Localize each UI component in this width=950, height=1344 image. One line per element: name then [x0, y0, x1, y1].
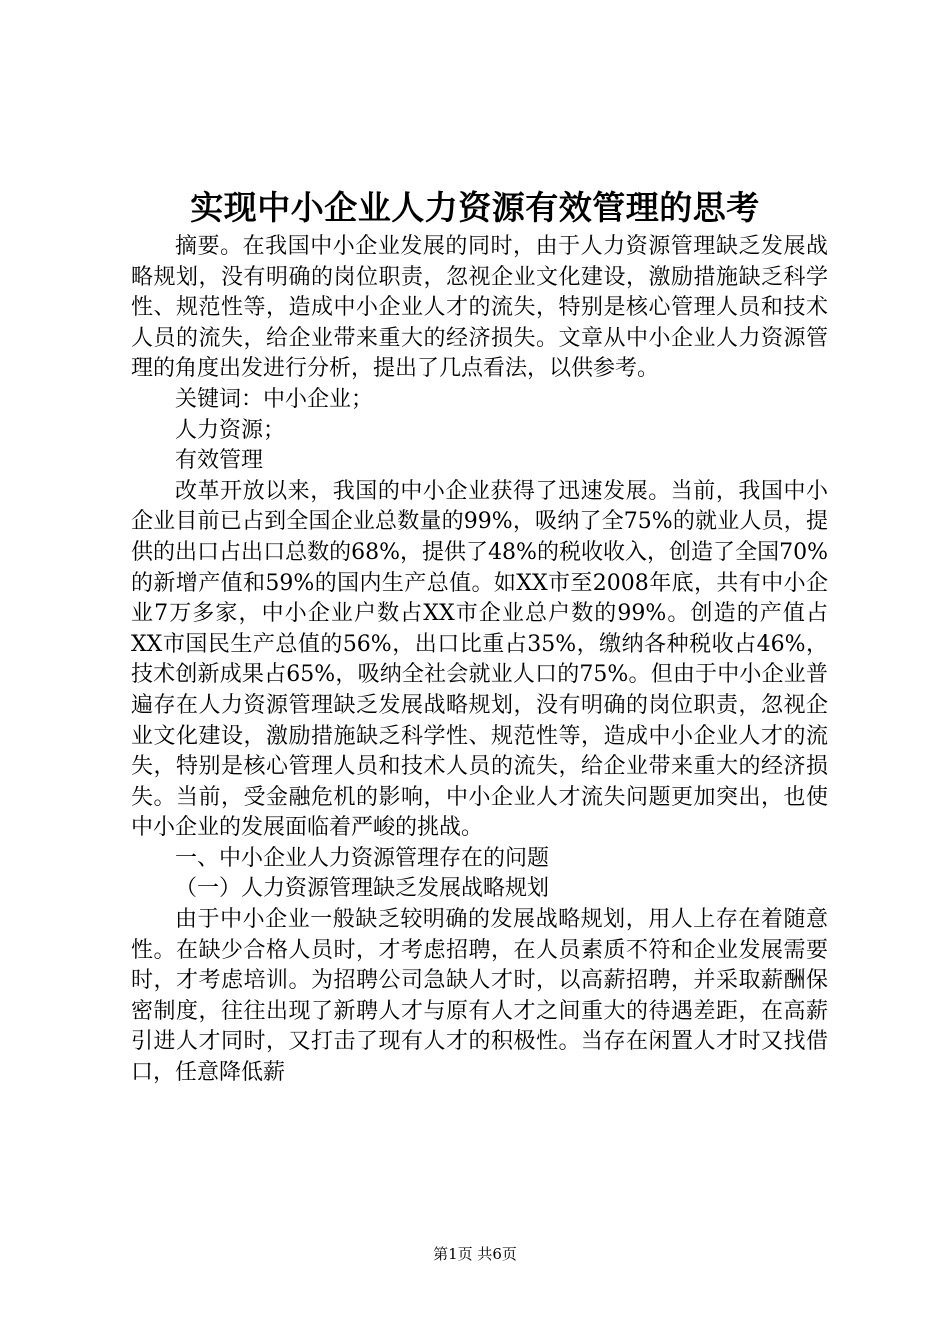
keyword-item: 人力资源；	[175, 417, 286, 443]
section-heading: 一、中小企业人力资源管理存在的问题	[175, 845, 550, 871]
subsection-heading: （一）人力资源管理缺乏发展战略规划	[175, 876, 550, 902]
keywords-line: 关键词：中小企业；	[175, 386, 374, 412]
body-paragraph: 改革开放以来，我国的中小企业获得了迅速发展。当前，我国中小企业目前已占到全国企业总数量的99%，吸纳了全75%的就业人员，提供的出口占出口总数的68%，提供了48%的税收收入，创造了全国70%的新增产值和59%的国内生产总值。如XX市至2008年底，共有中小企业7万多家，中小企业户数占XX市企业总户数的99%。创造的产值占XX市国民生产总值的56%，出口比重占35%，缴纳各种税收占46%，技术创新成果占65%，吸纳全社会就业人口的75%。但由于中小企业普遍存在人力资源管理缺乏发展战略规划，没有明确的岗位职责，忽视企业文化建设，激励措施缺乏科学性、规范性等，造成中小企业人才的流失，特别是核心管理人员和技术人员的流失，给企业带来重大的经济损失。当前，受金融危机的影响，中小企业人才流失问题更加突出，也使中小企业的发展面临着严峻的挑战。	[131, 478, 828, 841]
document-title: 实现中小企业人力资源有效管理的思考	[190, 188, 760, 227]
body-paragraph: 由于中小企业一般缺乏较明确的发展战略规划，用人上存在着随意性。在缺少合格人员时，才考虑招聘，在人员素质不符和企业发展需要时，才考虑培训。为招聘公司急缺人才时，以高薪招聘，并采取薪酬保密制度，往往出现了新聘人才与原有人才之间重大的待遇差距，在高薪引进人才同时，又打击了现有人才的积极性。当存在闲置人才时又找借口，任意降低薪	[131, 907, 828, 1086]
abstract-paragraph: 摘要。在我国中小企业发展的同时，由于人力资源管理缺乏发展战略规划，没有明确的岗位职责，忽视企业文化建设，激励措施缺乏科学性、规范性等，造成中小企业人才的流失，特别是核心管理人员和技术人员的流失，给企业带来重大的经济损失。文章从中小企业人力资源管理的角度出发进行分析，提出了几点看法，以供参考。	[131, 234, 828, 382]
page-footer: 第1页 共6页	[433, 1245, 517, 1263]
document-body	[131, 232, 828, 1089]
keyword-item: 有效管理	[175, 448, 264, 474]
